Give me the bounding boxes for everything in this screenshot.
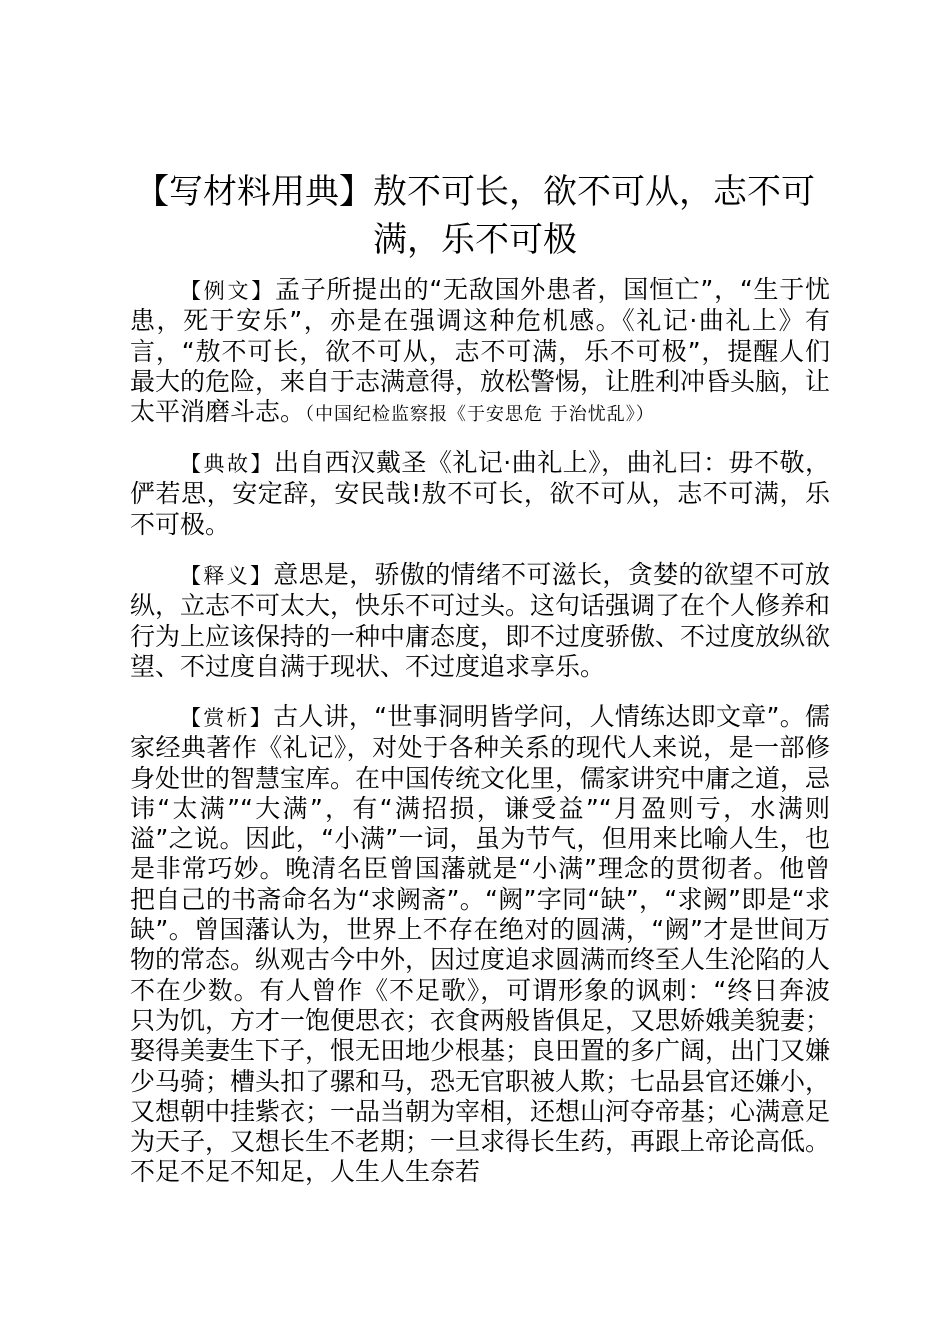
allusion-label: 【典故】: [180, 452, 274, 476]
example-text: 孟子所提出的“无敌国外患者，国恒亡”，“生于忧患，死于安乐”，亦是在强调这种危机感。《礼记·曲礼上》有言，“敖不可长，欲不可从，志不可满，乐不可极”，提醒人们最大的危险，来自于志满意得，放松警惕，让胜利冲昏头脑，让太平消磨斗志。: [130, 275, 831, 427]
meaning-paragraph: [130, 560, 830, 682]
meaning-text: 意思是，骄傲的情绪不可滋长，贪婪的欲望不可放纵，立志不可太大，快乐不可过头。这句话强调了在个人修养和行为上应该保持的一种中庸态度，即不过度骄傲、不过度放纵欲望、不过度自满于现状、不过度追求享乐。: [130, 560, 831, 681]
example-source: （中国纪检监察报《于安思危 于治忧乱》）: [305, 404, 655, 426]
allusion-text: 出自西汉戴圣《礼记·曲礼上》，曲礼曰：毋不敬，俨若思，安定辞，安民哉!敖不可长，欲不可从，志不可满，乐不可极。: [130, 448, 831, 539]
analysis-text: 古人讲，“世事洞明皆学问，人情练达即文章”。儒家经典著作《礼记》，对处于各种关系的现代人来说，是一部修身处世的智慧宝库。在中国传统文化里，儒家讲究中庸之道，忌讳“太满”“大满”，有“满招损，谦受益”“月盈则亏，水满则溢”之说。因此，“小满”一词，虽为节气，但用来比喻人生，也是非常巧妙。晚清名臣曾国藩就是“小满”理念的贯彻者。他曾把自己的书斋命名为“求阙斋”。“阙”字同“缺”，“求阙”即是“求缺”。曾国藩认为，世界上不存在绝对的圆满，“阙”才是世间万物的常态。纵观古今中外，因过度追求圆满而终至人生沦陷的人不在少数。有人曾作《不足歌》，可谓形象的讽刺：“终日奔波只为饥，方才一饱便思衣；衣食两般皆俱足，又思娇娥美貌妻；娶得美妻生下子，恨无田地少根基；良田置的多广阔，出门又嫌少马骑；槽头扣了骡和马，恐无官职被人欺；七品县官还嫌小，又想朝中挂紫衣；一品当朝为宰相，还想山河夺帝基；心满意足为天子，又想长生不老期；一旦求得长生药，再跟上帝论高低。不足不足不知足，人生人生奈若: [130, 702, 831, 1187]
example-paragraph: [130, 275, 830, 430]
analysis-paragraph: [130, 702, 830, 1188]
page-title: 【写材料用典】敖不可长，欲不可从，志不可满，乐不可极: [135, 172, 815, 260]
example-label: 【例文】: [180, 279, 275, 303]
analysis-label: 【赏析】: [180, 706, 274, 730]
allusion-paragraph: [130, 448, 830, 540]
meaning-label: 【释义】: [180, 564, 274, 588]
